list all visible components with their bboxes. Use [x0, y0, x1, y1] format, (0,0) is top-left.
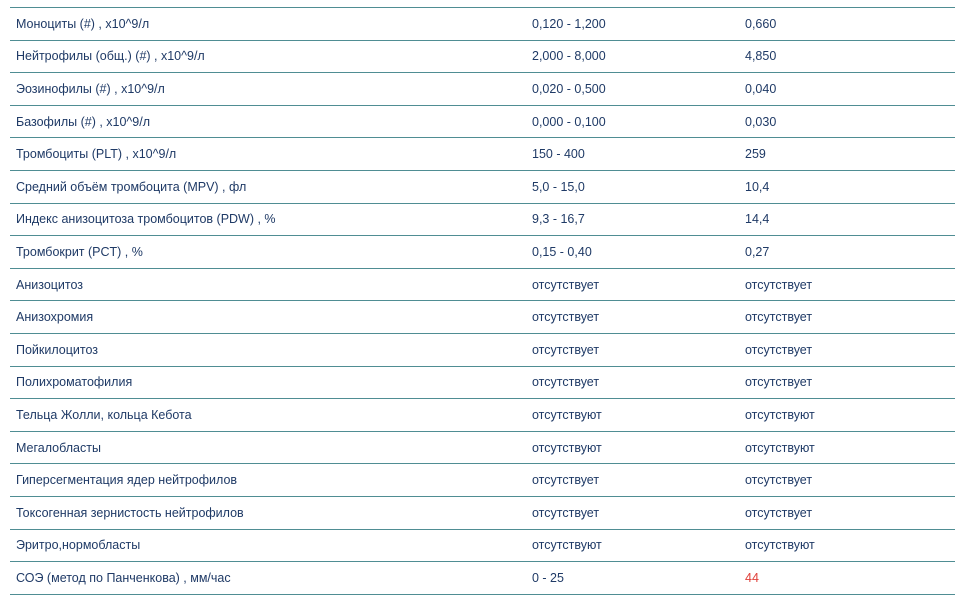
result-value-cell: 0,040 [745, 81, 777, 96]
test-name-cell: Анизоцитоз [16, 277, 84, 292]
reference-range-cell: 5,0 - 15,0 [532, 179, 585, 194]
test-name-cell: Гиперсегментация ядер нейтрофилов [16, 473, 238, 488]
test-name-cell: Анизохромия [16, 310, 94, 325]
table-row [10, 236, 955, 269]
reference-range-cell: 0,000 - 0,100 [532, 114, 606, 129]
table-row [10, 431, 955, 464]
result-value-cell: отсутствует [745, 310, 813, 325]
test-name-cell: Базофилы (#) , x10^9/л [16, 114, 151, 129]
test-name-cell: Средний объём тромбоцита (MPV) , фл [16, 179, 247, 194]
result-value-cell: 0,030 [745, 114, 777, 129]
reference-range-cell: отсутствует [532, 342, 600, 357]
result-value-cell: отсутствует [745, 473, 813, 488]
test-name-cell: Токсогенная зернистость нейтрофилов [16, 505, 244, 520]
reference-range-cell: 0,120 - 1,200 [532, 16, 606, 31]
reference-range-cell: отсутствует [532, 375, 600, 390]
lab-results-body [10, 8, 955, 595]
table-row [10, 562, 955, 595]
table-row [10, 496, 955, 529]
reference-range-cell: 2,000 - 8,000 [532, 49, 606, 64]
reference-range-cell: отсутствуют [532, 440, 602, 455]
reference-range-cell: отсутствует [532, 310, 600, 325]
test-name-cell: Пойкилоцитоз [16, 342, 99, 357]
result-value-cell: отсутствует [745, 342, 813, 357]
reference-range-cell: отсутствует [532, 505, 600, 520]
table-row [10, 529, 955, 562]
table-row [10, 73, 955, 106]
result-value-cell: отсутствует [745, 375, 813, 390]
result-value-cell: 0,660 [745, 16, 777, 31]
reference-range-cell: отсутствует [532, 473, 600, 488]
result-value-cell: 44 [745, 570, 759, 585]
table-row [10, 138, 955, 171]
reference-range-cell: 0,15 - 0,40 [532, 244, 592, 259]
table-row [10, 8, 955, 41]
table-row [10, 203, 955, 236]
table-row [10, 268, 955, 301]
result-value-cell: отсутствуют [745, 407, 815, 422]
result-value-cell: отсутствует [745, 277, 813, 292]
test-name-cell: Мегалобласты [16, 440, 101, 455]
result-value-cell: 14,4 [745, 212, 770, 227]
table-row [10, 40, 955, 73]
test-name-cell: Эритро,нормобласты [16, 538, 141, 553]
reference-range-cell: отсутствует [532, 277, 600, 292]
test-name-cell: Моноциты (#) , x10^9/л [16, 16, 150, 31]
test-name-cell: Нейтрофилы (общ.) (#) , x10^9/л [16, 49, 205, 64]
result-value-cell: отсутствуют [745, 538, 815, 553]
reference-range-cell: отсутствуют [532, 538, 602, 553]
lab-results-table [10, 7, 955, 595]
reference-range-cell: 0,020 - 0,500 [532, 81, 606, 96]
test-name-cell: СОЭ (метод по Панченкова) , мм/час [16, 570, 231, 585]
test-name-cell: Тромбокрит (PCT) , % [16, 244, 143, 259]
reference-range-cell: 0 - 25 [532, 570, 564, 585]
reference-range-cell: отсутствуют [532, 407, 602, 422]
result-value-cell: 0,27 [745, 244, 770, 259]
table-row [10, 333, 955, 366]
table-row [10, 105, 955, 138]
table-row [10, 399, 955, 432]
test-name-cell: Тромбоциты (PLT) , x10^9/л [16, 147, 177, 162]
test-name-cell: Полихроматофилия [16, 375, 133, 390]
table-row [10, 301, 955, 334]
result-value-cell: 4,850 [745, 49, 777, 64]
result-value-cell: 259 [745, 147, 766, 162]
table-row [10, 464, 955, 497]
reference-range-cell: 150 - 400 [532, 147, 585, 162]
test-name-cell: Тельца Жолли, кольца Кебота [16, 407, 192, 422]
test-name-cell: Эозинофилы (#) , x10^9/л [16, 81, 165, 96]
table-row [10, 366, 955, 399]
reference-range-cell: 9,3 - 16,7 [532, 212, 585, 227]
result-value-cell: отсутствует [745, 505, 813, 520]
result-value-cell: 10,4 [745, 179, 770, 194]
result-value-cell: отсутствуют [745, 440, 815, 455]
test-name-cell: Индекс анизоцитоза тромбоцитов (PDW) , % [16, 212, 276, 227]
table-row [10, 170, 955, 203]
